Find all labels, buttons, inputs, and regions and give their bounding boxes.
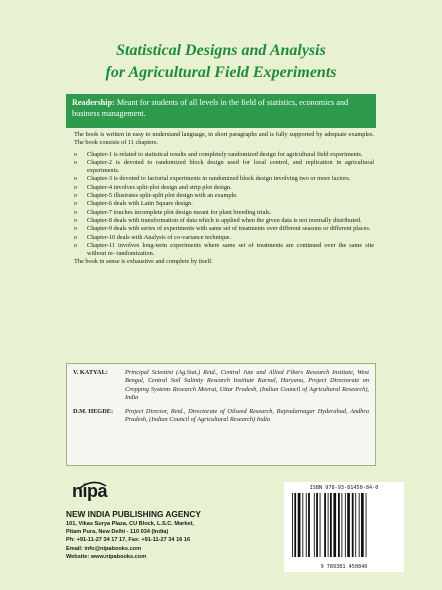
chapter-list (74, 151, 374, 259)
chapter-item (74, 234, 374, 242)
book-title (0, 40, 442, 84)
publisher-logo: nipa (72, 481, 108, 501)
chapter-item (74, 209, 374, 217)
chapter-text: Chapter-10 deals with Analysis of co-variance technique. (87, 233, 232, 241)
chapter-item (74, 200, 374, 208)
chapter-item (74, 242, 374, 259)
barcode-number: 9 789381 450840 (320, 564, 368, 570)
chapter-text: Chapter-8 deals with transformation of data which is applied when the given data is not normally distributed. (87, 216, 362, 224)
closing-paragraph: The book in sense is exhaustive and complete by itself. (74, 258, 213, 266)
publisher-website: Website: www.nipabooks.com (66, 553, 147, 560)
chapter-text: Chapter-7 touches incomplete plot design meant for plant breeding trials. (87, 208, 272, 216)
publisher-address-2: Pitam Pura, New Delhi - 110 034 (India) (66, 529, 169, 536)
title-line-2: for Agricultural Field Experiments (105, 64, 337, 81)
bullet-marker: o (74, 192, 78, 200)
chapter-text: Chapter-6 deals with Latin Square design. (87, 200, 193, 208)
isbn-text: ISBN 978-93-81450-84-0 (309, 485, 379, 491)
author-affiliation: Project Director, Retd., Directorate of Oilseed Research, Rajendarnagar Hyderabad, Andhra Pradesh, (Indian Council of Agricultural Research) India (125, 408, 369, 424)
bullet-marker: o (74, 225, 78, 233)
readership-text: Meant for students of all levels in the field of statistics, economics and business management. (72, 98, 349, 118)
chapter-item (74, 217, 374, 225)
readership-band (66, 94, 376, 128)
bullet-marker: o (74, 233, 78, 241)
readership-label: Readership: (72, 98, 115, 107)
bullet-marker: o (74, 241, 78, 249)
chapter-item (74, 159, 374, 176)
intro-paragraph: The book is written in easy to understand language, in short paragraphs and is fully supported by adequate examples. The book consists of 11 chapters. (74, 131, 374, 147)
bullet-marker: o (74, 216, 78, 224)
chapter-text: Chapter-2 is devoted to randomized block design used for local control, and replication in agricultural experiments. (87, 158, 374, 175)
bullet-marker: o (74, 150, 78, 158)
author-entry (73, 408, 369, 425)
chapter-item (74, 151, 374, 159)
publisher-address-1: 101, Vikas Surya Plaza, CU Block, L.S.C. Market, (66, 521, 194, 527)
author-entry (73, 369, 369, 402)
bullet-marker: o (74, 208, 78, 216)
bullet-marker: o (74, 183, 78, 191)
bullet-marker: o (74, 158, 78, 166)
publisher-phone: Ph: +91-11-27 34 17 17, Fax: +91-11-27 34 16 16 (66, 537, 191, 544)
chapter-item (74, 225, 374, 233)
chapter-text: Chapter-3 is devoted to factorial experiments in randomized block design involving two or more factors. (87, 175, 351, 183)
publisher-info (66, 509, 266, 561)
bullet-marker: o (74, 200, 78, 208)
barcode (284, 482, 404, 572)
chapter-text: Chapter-1 is related to statistical results and completely randomized design for agricultural field experiments. (87, 150, 363, 158)
chapter-item (74, 192, 374, 200)
chapter-text: Chapter-9 deals with series of experiments with same set of treatments over different seasons or different places. (87, 225, 371, 233)
publisher-email: Email: info@nipabooks.com (66, 545, 142, 552)
author-name: D.M. HEGDE: (73, 408, 114, 416)
title-line-1: Statistical Designs and Analysis (116, 42, 326, 59)
bullet-marker: o (74, 175, 78, 183)
chapter-text: Chapter-5 illustrates split-split plot design with an example. (87, 192, 238, 200)
publisher-name: NEW INDIA PUBLISHING AGENCY (66, 509, 201, 519)
author-affiliation: Principal Scientist (Ag.Stat.) Retd., Central Jute and Allied Fibers Research Institute, West Bengal, Central Soil Salinity Research Institute Karnal, Haryana, Project Directorate on Cropping Systems Research Meerut, Uttar Pradesh, (Indian Council of Agricultural Research), India (125, 369, 369, 401)
chapter-text: Chapter-4 involves split-plot design and strip plot design. (87, 183, 232, 191)
chapter-item (74, 175, 374, 183)
author-name: V. KATYAL: (73, 369, 108, 376)
authors-box (66, 363, 376, 466)
chapter-text: Chapter-11 involves long-term experiments where same set of treatments are continued over the same site without re- randomization. (87, 241, 374, 258)
description (74, 131, 374, 267)
chapter-item (74, 184, 374, 192)
barcode-bars-icon (290, 493, 398, 559)
